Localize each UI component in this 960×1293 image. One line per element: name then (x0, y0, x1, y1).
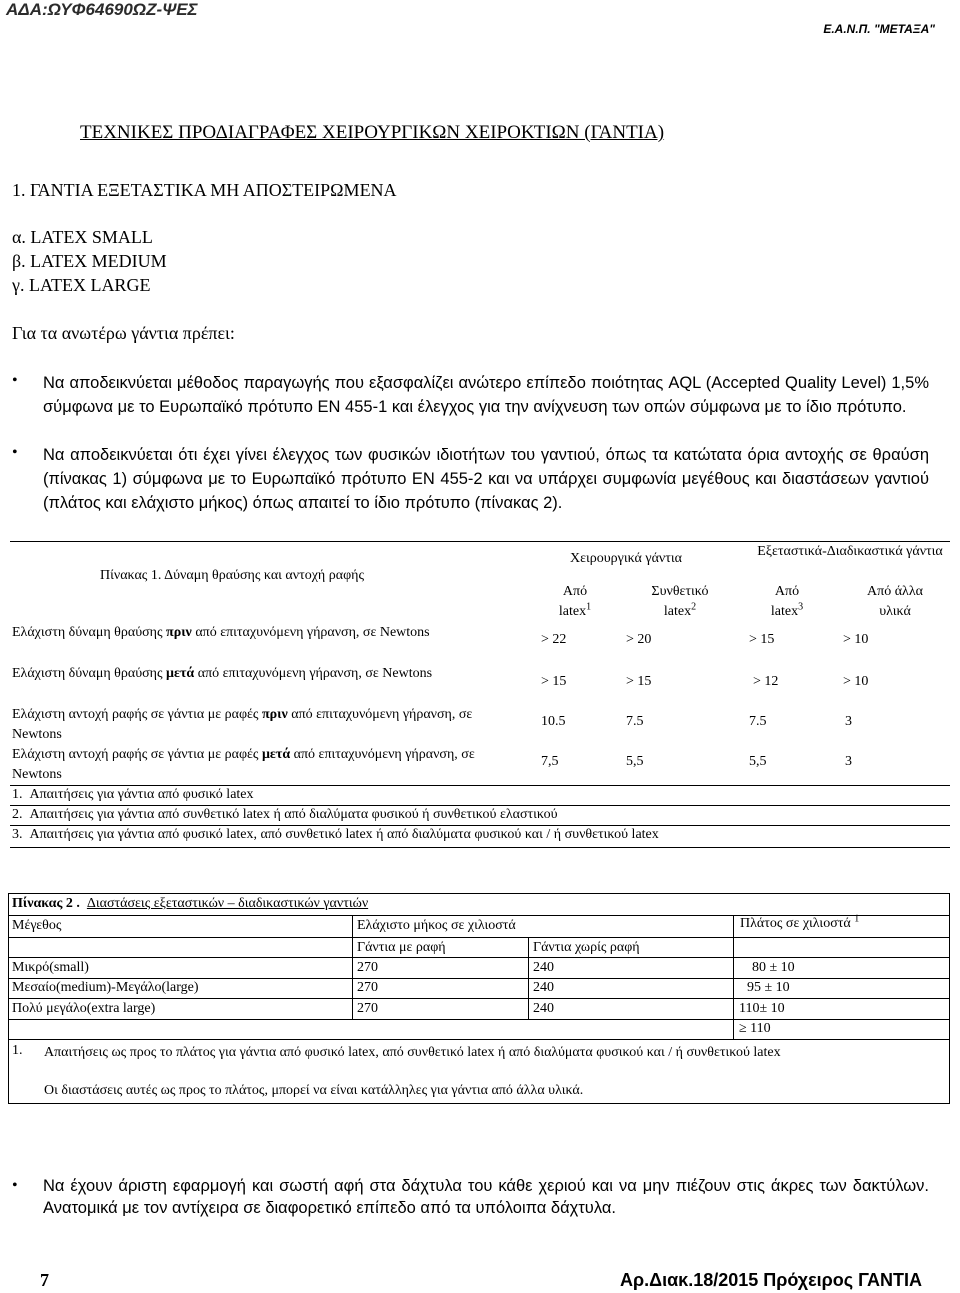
table-row-label: Ελάχιστη αντοχή ραφής σε γάντια με ραφές πριν από επιταχυνόμενη γήρανση, σε Newtons (12, 707, 473, 742)
table-cell: 240 (533, 980, 554, 995)
table1-col-latex-exam: Από latex$^3$ (770, 584, 804, 619)
table2-header-width: Πλάτος σε χιλιοστά $^1$ (740, 913, 860, 931)
table-cell: > 15 (541, 674, 567, 689)
table-row-size: Μικρό(small) (12, 960, 89, 975)
table-row-label: Ελάχιστη δύναμη θραύσης πριν από επιταχυνόμενη γήρανση, σε Newtons (12, 625, 430, 640)
table-cell: 10.5 (541, 714, 566, 729)
table1-group-surgical: Χειρουργικά γάντια (570, 551, 682, 566)
table-cell: 3 (845, 754, 852, 769)
table-cell: 7.5 (626, 714, 644, 729)
table-cell: 80 ± 10 (752, 960, 795, 975)
table1-col-other: Από άλλα υλικά (867, 584, 923, 619)
hospital-header: Ε.Α.Ν.Π. "ΜΕΤΑΞΑ" (823, 22, 935, 36)
table1-note: 2. Απαιτήσεις για γάντια από συνθετικό latex ή από διαλύματα φυσικού ή συνθετικού ελαστικού (12, 807, 558, 822)
table2-header-noseam: Γάντια χωρίς ραφή (533, 940, 640, 955)
table-cell: 270 (357, 960, 378, 975)
table-row-label: Ελάχιστη δύναμη θραύσης μετά από επιταχυνόμενη γήρανση, σε Newtons (12, 666, 433, 681)
table2-caption: Πίνακας 2 . Διαστάσεις εξεταστικών – διαδικαστικών γαντιών (12, 896, 369, 911)
table-cell: > 22 (541, 632, 567, 647)
bullet-icon: • (12, 1177, 18, 1194)
table-cell: > 10 (843, 674, 869, 689)
table-cell: ≥ 110 (739, 1021, 771, 1036)
table-cell: 110± 10 (739, 1001, 785, 1016)
table-cell: 7,5 (541, 754, 559, 769)
table2-header-size: Μέγεθος (12, 918, 62, 933)
list-item: α. LATEX SMALL (12, 227, 153, 247)
table2-note: Απαιτήσεις ως προς το πλάτος για γάντια από φυσικό latex, από συνθετικό latex ή από διαλύματα φυσικού και / ή συνθετικού latex (44, 1045, 781, 1060)
table-cell: 240 (533, 1001, 554, 1016)
requirement-paragraph: Να έχουν άριστη εφαρμογή και σωστή αφή στα δάχτυλα του κάθε χεριού και να μην πιέζουν στις άκρες των δακτύλων. Ανατομικά με τον αντίχειρα σε διαφορετικό επίπεδο από τα υπόλοιπα δάχτυλα. (43, 1177, 929, 1217)
table-cell: > 12 (753, 674, 779, 689)
table2-header-seam: Γάντια με ραφή (357, 940, 446, 955)
table1-note: 1. Απαιτήσεις για γάντια από φυσικό latex (12, 787, 254, 802)
list-item: β. LATEX MEDIUM (12, 251, 167, 271)
table-cell: 3 (845, 714, 852, 729)
requirement-paragraph: Να αποδεικνύεται μέθοδος παραγωγής που εξασφαλίζει ανώτερο επίπεδο ποιότητας AQL (Accepted Quality Level) 1,5% σύμφωνα με το Ευρωπαϊκό πρότυπο ΕΝ 455-1 και έλεγχος για την ανίχνευση των οπών σύμφωνα με το ίδιο πρότυπο. (43, 374, 929, 416)
table-cell: > 10 (843, 632, 869, 647)
table-cell: 270 (357, 1001, 378, 1016)
table2-note: Οι διαστάσεις αυτές ως προς το πλάτος, μπορεί να είναι κατάλληλες για γάντια από άλλα υλικά. (44, 1083, 584, 1098)
footer-reference: Αρ.Διακ.18/2015 Πρόχειρος ΓΑΝΤΙΑ (620, 1270, 922, 1290)
table1-note: 3. Απαιτήσεις για γάντια από φυσικό latex, από συνθετικό latex ή από διαλύματα φυσικού και / ή συνθετικού latex (12, 827, 659, 842)
table1-col-latex: Από latex$^1$ (558, 584, 592, 619)
table-cell: > 20 (626, 632, 652, 647)
intro-text: Για τα ανωτέρω γάντια πρέπει: (12, 323, 235, 343)
page-title: ΤΕΧΝΙΚΕΣ ΠΡΟΔΙΑΓΡΑΦΕΣ ΧΕΙΡΟΥΡΓΙΚΩΝ ΧΕΙΡΟΚΤΙΩΝ (ΓΑΝΤΙΑ) (80, 122, 665, 143)
table2-header-length: Ελάχιστο μήκος σε χιλιοστά (357, 918, 516, 933)
table1-col-synthetic: Συνθετικό latex$^2$ (651, 584, 709, 619)
table2-note-num: 1. (12, 1043, 23, 1058)
table-cell: > 15 (626, 674, 652, 689)
table-cell: 7.5 (749, 714, 767, 729)
table-row-label: Ελάχιστη αντοχή ραφής σε γάντια με ραφές μετά από επιταχυνόμενη γήρανση, σε Newtons (12, 747, 475, 782)
table-row-size: Μεσαίο(medium)-Μεγάλο(large) (12, 980, 199, 995)
table-cell: 5,5 (626, 754, 644, 769)
table-cell: 240 (533, 960, 554, 975)
document-ada-code: ΑΔΑ:ΩΥΦ64690ΩΖ-ΨΕΣ (6, 0, 198, 19)
table-row-size: Πολύ μεγάλο(extra large) (12, 1001, 156, 1016)
table-cell: 270 (357, 980, 378, 995)
section-heading: 1. ΓΑΝΤΙΑ ΕΞΕΤΑΣΤΙΚΑ ΜΗ ΑΠΟΣΤΕΙΡΩΜΕΝΑ (12, 180, 397, 200)
page-number: 7 (40, 1270, 49, 1290)
table1-caption: Πίνακας 1. Δύναμη θραύσης και αντοχή ραφής (100, 568, 365, 583)
table-cell: > 15 (749, 632, 775, 647)
table1-group-exam: Εξεταστικά-Διαδικαστικά γάντια (757, 544, 943, 559)
requirement-paragraph: Να αποδεικνύεται ότι έχει γίνει έλεγχος των φυσικών ιδιοτήτων του γαντιού, όπως τα κατώτατα όρια αντοχής σε θραύση (πίνακας 1) σύμφωνα με το Ευρωπαϊκό πρότυπο ΕΝ 455-2 και να υπάρχει συμφωνία μεγέθους και διαστάσεων γαντιού (πλάτος και ελάχιστο μήκος) όπως απαιτεί το ίδιο πρότυπο (πίνακας 2). (43, 446, 929, 512)
bullet-icon: • (12, 372, 18, 389)
table-cell: 5,5 (749, 754, 767, 769)
table-cell: 95 ± 10 (747, 980, 790, 995)
bullet-icon: • (12, 444, 18, 461)
list-item: γ. LATEX LARGE (12, 275, 151, 295)
